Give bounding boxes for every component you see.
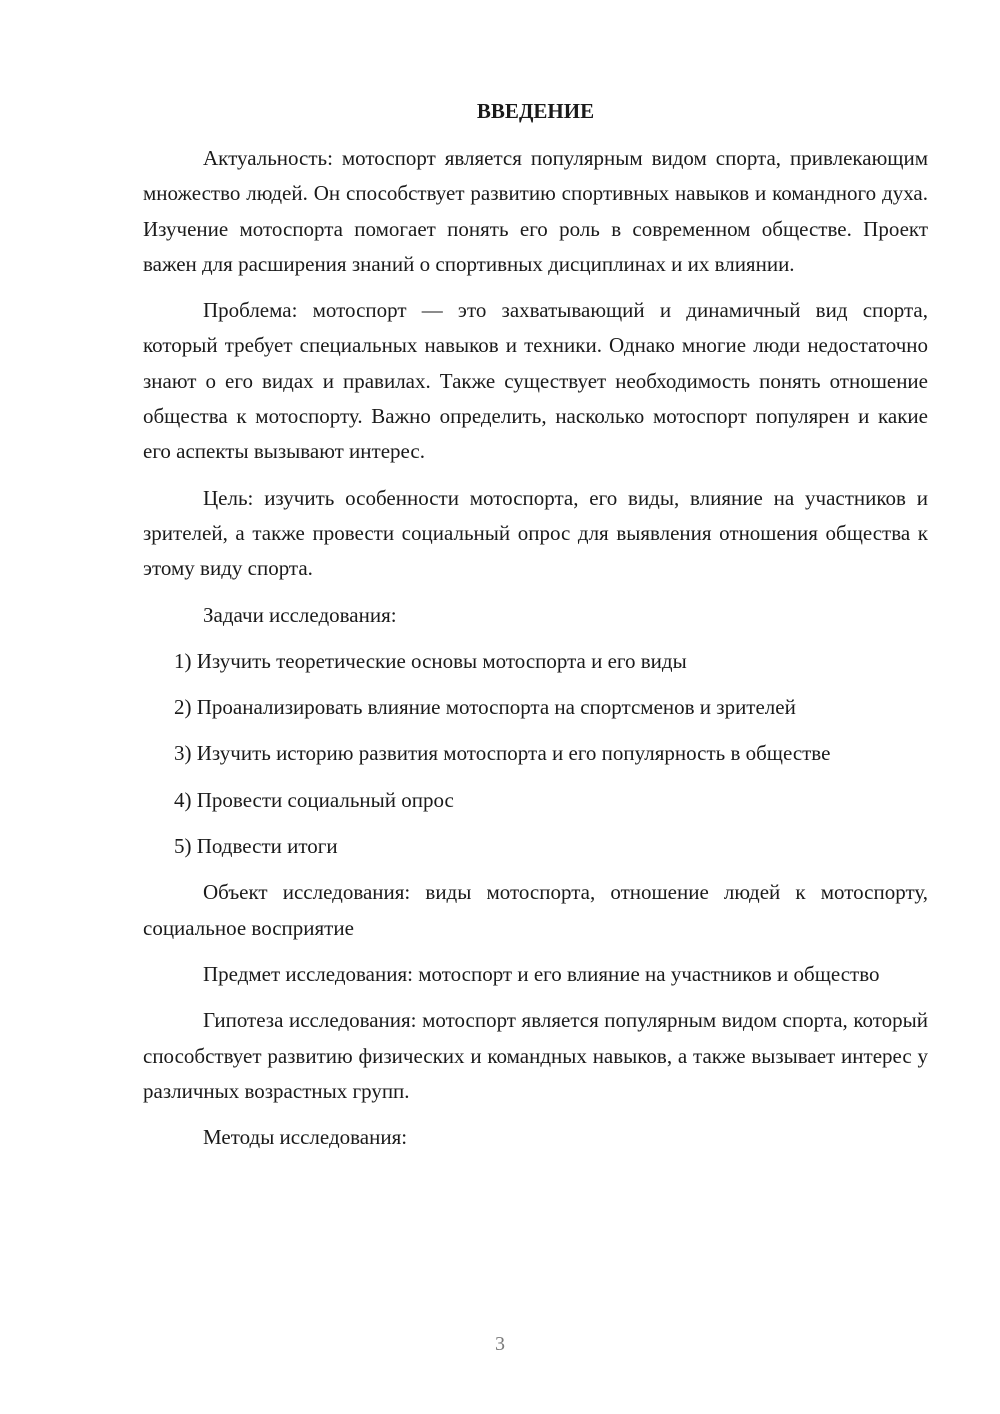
task-item-2: 2) Проанализировать влияние мотоспорта на спортсменов и зрителей: [174, 695, 796, 720]
object-paragraph: Объект исследования: виды мотоспорта, отношение людей к мотоспорту, социальное восприятие: [143, 880, 928, 940]
page-number: 3: [495, 1333, 505, 1355]
task-item-3: 3) Изучить историю развития мотоспорта и его популярность в обществе: [174, 741, 831, 766]
hypothesis-paragraph: Гипотеза исследования: мотоспорт является популярным видом спорта, который способствует развитию физических и командных навыков, а также вызывает интерес у различных возрастных групп.: [143, 1008, 928, 1103]
task-item-1: 1) Изучить теоретические основы мотоспорта и его виды: [174, 648, 687, 673]
tasks-heading: Задачи исследования:: [203, 602, 397, 627]
task-item-4: 4) Провести социальный опрос: [174, 787, 454, 812]
document-page: [143, 94, 928, 1155]
goal-paragraph: Цель: изучить особенности мотоспорта, его виды, влияние на участников и зрителей, а также провести социальный опрос для выявления отношения общества к этому виду спорта.: [143, 485, 928, 581]
methods-heading: Методы исследования:: [203, 1125, 408, 1150]
task-item-5: 5) Подвести итоги: [174, 834, 338, 859]
subject-paragraph: Предмет исследования: мотоспорт и его влияние на участников и общество: [203, 961, 880, 986]
problem-paragraph: Проблема: мотоспорт — это захватывающий и динамичный вид спорта, который требует специальных навыков и техники. Однако многие люди недостаточно знают о его видах и правилах. Также существует необходимость понять отношение общества к мотоспорту. Важно определить, насколько мотоспорт популярен и какие его аспекты вызывают интерес.: [143, 298, 928, 464]
section-title: ВВЕДЕНИЕ: [476, 99, 595, 123]
relevance-paragraph: Актуальность: мотоспорт является популярным видом спорта, привлекающим множество людей. Он способствует развитию спортивных навыков и командного духа. Изучение мотоспорта помогает понять его роль в современном обществе. Проект важен для расширения знаний о спортивных дисциплинах и их влиянии.: [143, 146, 928, 276]
